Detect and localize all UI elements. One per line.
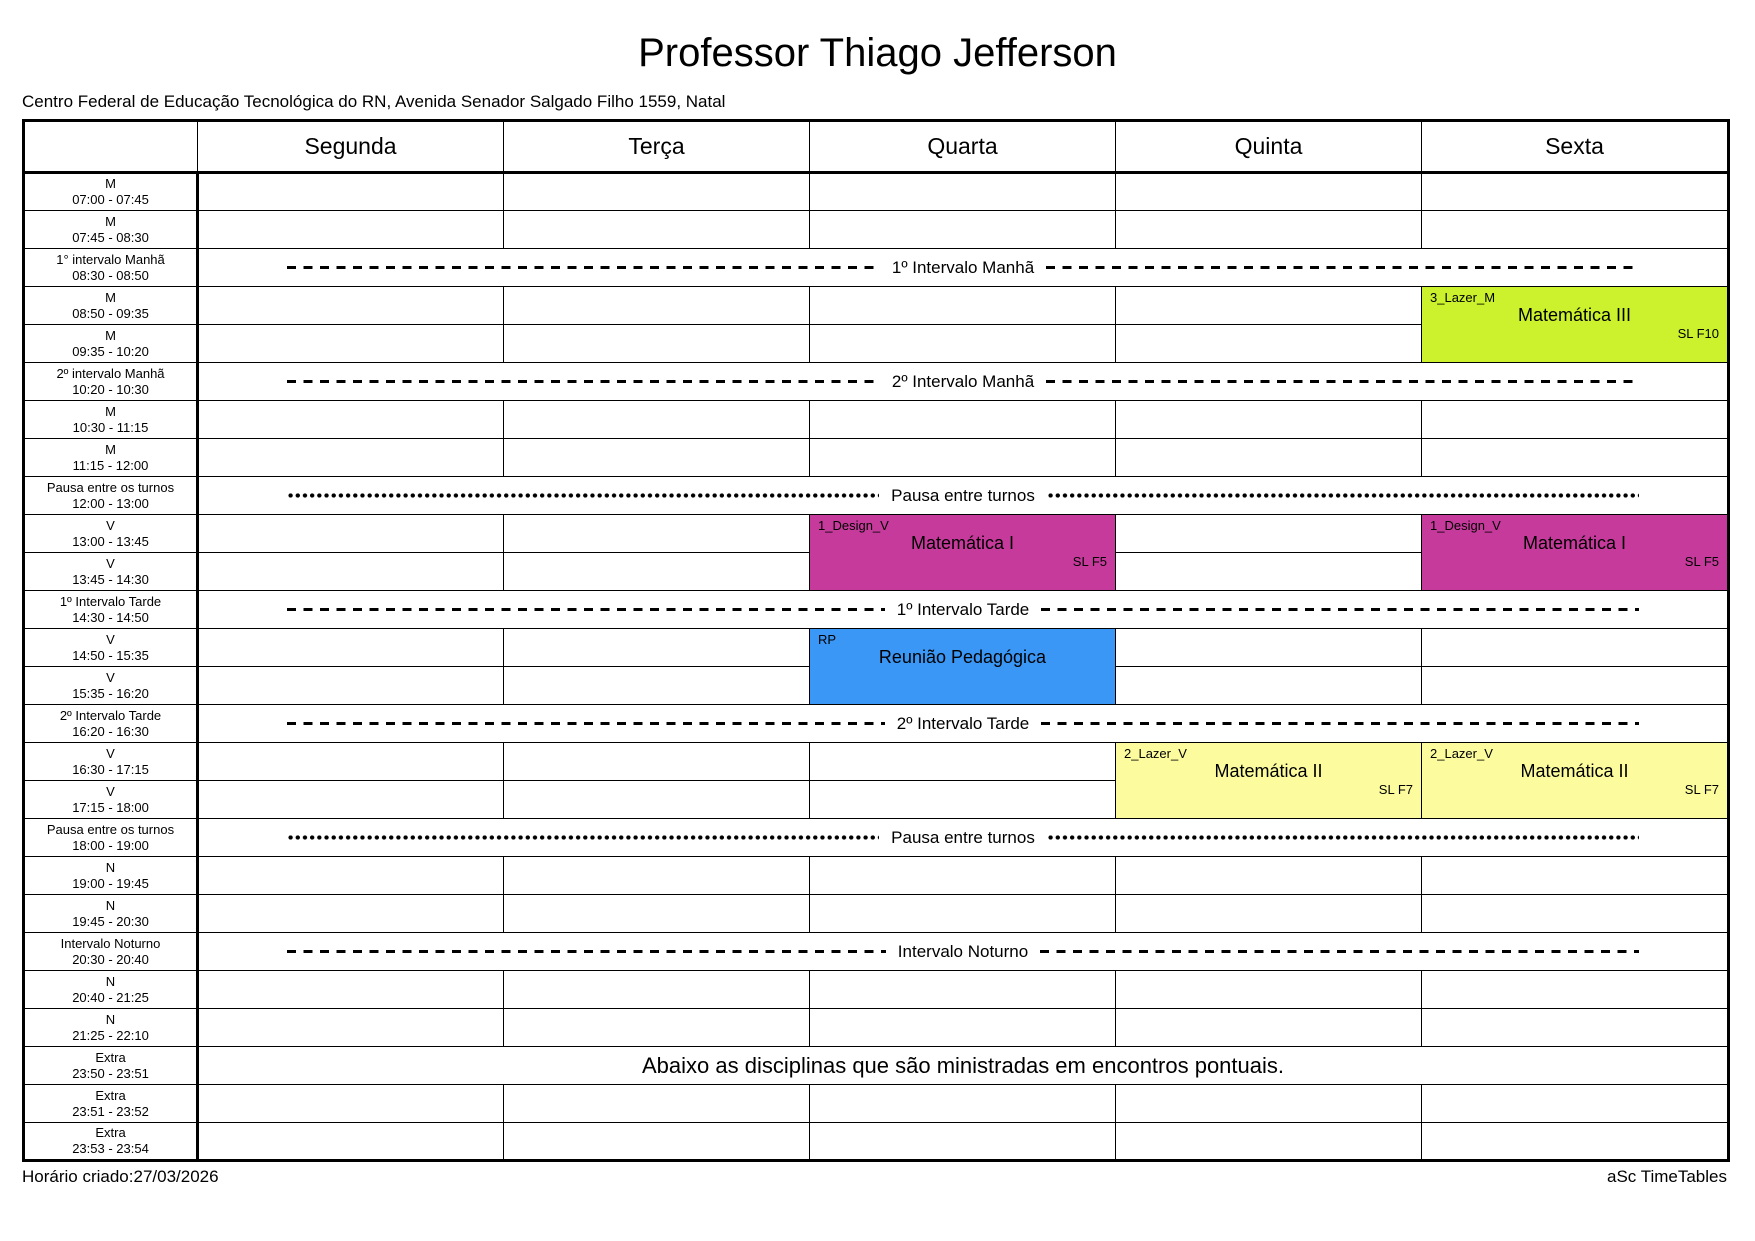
interval-label: 2º Intervalo Manhã	[891, 371, 1035, 391]
empty-slot	[810, 743, 1116, 781]
empty-slot	[1422, 1009, 1729, 1047]
lesson-group: 3_Lazer_M	[1430, 290, 1496, 305]
interval-band-morning-2	[198, 363, 1729, 401]
period-label: 1° intervalo Manhã	[56, 251, 165, 267]
dotted-line	[1047, 493, 1639, 498]
period-label: Pausa entre os turnos	[46, 821, 175, 837]
empty-slot	[504, 743, 810, 781]
empty-slot	[198, 629, 504, 667]
dotted-line	[287, 493, 879, 498]
empty-slot	[1116, 439, 1422, 477]
day-header-terca: Terça	[504, 121, 810, 173]
lesson-room	[818, 668, 1107, 683]
empty-slot	[198, 1123, 504, 1161]
dashed-line	[287, 950, 886, 953]
period-time: 10:30 - 11:15	[72, 419, 149, 435]
lesson-subject: Matemática I	[1522, 533, 1627, 553]
period-time: 19:45 - 20:30	[72, 913, 149, 929]
period-cell	[24, 1085, 198, 1123]
empty-slot	[1422, 667, 1729, 705]
period-cell	[24, 173, 198, 211]
period-label: 2º Intervalo Tarde	[59, 707, 162, 723]
period-label: V	[106, 555, 115, 571]
interval-row	[24, 249, 1729, 287]
empty-slot	[504, 287, 810, 325]
day-header-sexta: Sexta	[1422, 121, 1729, 173]
empty-slot	[198, 667, 504, 705]
empty-slot	[1422, 401, 1729, 439]
lesson-room: SL F5	[1684, 554, 1719, 569]
period-cell	[24, 857, 198, 895]
lesson-room: SL F7	[1378, 782, 1413, 797]
empty-slot	[1116, 629, 1422, 667]
empty-slot	[1422, 439, 1729, 477]
period-cell	[24, 249, 198, 287]
empty-slot	[1116, 515, 1422, 553]
interval-band-morning-1	[198, 249, 1729, 287]
interval-label: Intervalo Noturno	[897, 941, 1029, 961]
empty-slot	[1422, 895, 1729, 933]
period-cell	[24, 1009, 198, 1047]
empty-slot	[810, 1123, 1116, 1161]
period-cell	[24, 895, 198, 933]
empty-slot	[504, 211, 810, 249]
period-cell	[24, 553, 198, 591]
empty-slot	[504, 629, 810, 667]
lesson-group: 1_Design_V	[1430, 518, 1501, 533]
period-cell	[24, 211, 198, 249]
period-time: 15:35 - 16:20	[72, 685, 149, 701]
period-label: V	[106, 517, 115, 533]
empty-slot	[198, 287, 504, 325]
empty-slot	[504, 401, 810, 439]
period-row	[24, 1009, 1729, 1047]
period-time: 08:50 - 09:35	[72, 305, 149, 321]
empty-slot	[504, 553, 810, 591]
empty-slot	[1116, 971, 1422, 1009]
empty-slot	[1422, 173, 1729, 211]
period-row	[24, 401, 1729, 439]
empty-slot	[1116, 895, 1422, 933]
day-header-segunda: Segunda	[198, 121, 504, 173]
period-row	[24, 173, 1729, 211]
interval-row	[24, 363, 1729, 401]
empty-slot	[504, 895, 810, 933]
period-time: 19:00 - 19:45	[72, 875, 149, 891]
empty-slot	[504, 173, 810, 211]
lesson-subject: Matemática II	[1214, 761, 1323, 781]
extra-note: Abaixo as disciplinas que são ministradas em encontros pontuais.	[198, 1047, 1729, 1085]
empty-slot	[504, 781, 810, 819]
dashed-line	[287, 266, 880, 269]
period-label: M	[105, 213, 116, 229]
period-label: N	[105, 897, 116, 913]
timetable	[22, 119, 1730, 1162]
period-time: 16:30 - 17:15	[72, 761, 149, 777]
period-time: 21:25 - 22:10	[72, 1027, 149, 1043]
period-label: M	[105, 289, 116, 305]
empty-slot	[1422, 1123, 1729, 1161]
lesson-group: RP	[818, 632, 837, 647]
lesson-group: 2_Lazer_V	[1430, 746, 1493, 761]
empty-slot	[198, 781, 504, 819]
empty-slot	[1116, 211, 1422, 249]
period-cell	[24, 629, 198, 667]
empty-slot	[504, 1009, 810, 1047]
period-row	[24, 1123, 1729, 1161]
interval-band-afternoon-1	[198, 591, 1729, 629]
period-label: Pausa entre os turnos	[46, 479, 175, 495]
period-row	[24, 439, 1729, 477]
empty-slot	[198, 515, 504, 553]
empty-slot	[810, 325, 1116, 363]
period-label: Extra	[95, 1049, 126, 1065]
period-label: M	[105, 327, 116, 343]
dashed-line	[1041, 608, 1639, 611]
extra-note-row	[24, 1047, 1729, 1085]
empty-slot	[198, 971, 504, 1009]
empty-slot	[1116, 287, 1422, 325]
empty-slot	[198, 553, 504, 591]
period-label: 1º Intervalo Tarde	[59, 593, 162, 609]
day-header-row	[24, 121, 1729, 173]
period-time: 09:35 - 10:20	[72, 343, 149, 359]
empty-slot	[198, 325, 504, 363]
lesson-card-matematica-1-quarta[interactable]	[810, 515, 1116, 591]
empty-slot	[810, 401, 1116, 439]
period-time: 20:30 - 20:40	[72, 951, 149, 967]
empty-slot	[1116, 1085, 1422, 1123]
period-cell	[24, 401, 198, 439]
period-time: 14:30 - 14:50	[72, 609, 149, 625]
empty-slot	[504, 515, 810, 553]
period-time: 16:20 - 16:30	[72, 723, 149, 739]
period-time: 08:30 - 08:50	[72, 267, 149, 283]
period-cell	[24, 667, 198, 705]
school-address: Centro Federal de Educação Tecnológica do RN, Avenida Senador Salgado Filho 1559, Natal	[22, 92, 726, 111]
empty-slot	[198, 743, 504, 781]
dotted-line	[1047, 835, 1639, 840]
empty-slot	[1116, 173, 1422, 211]
period-time: 14:50 - 15:35	[72, 647, 149, 663]
empty-slot	[1116, 1009, 1422, 1047]
pause-label: Pausa entre turnos	[891, 827, 1035, 847]
empty-slot	[1116, 325, 1422, 363]
interval-row	[24, 819, 1729, 857]
interval-label: 1º Intervalo Manhã	[891, 257, 1035, 277]
empty-slot	[1422, 1085, 1729, 1123]
dashed-line	[1046, 266, 1639, 269]
period-label: M	[105, 176, 116, 191]
empty-slot	[504, 439, 810, 477]
empty-slot	[198, 857, 504, 895]
period-cell	[24, 705, 198, 743]
period-cell	[24, 363, 198, 401]
period-label: N	[105, 973, 116, 989]
lesson-card-matematica-3[interactable]	[1422, 287, 1729, 363]
lesson-subject: Matemática II	[1520, 761, 1629, 781]
empty-slot	[810, 971, 1116, 1009]
empty-slot	[198, 401, 504, 439]
lesson-subject: Reunião Pedagógica	[878, 647, 1047, 667]
empty-slot	[198, 173, 504, 211]
empty-slot	[1116, 667, 1422, 705]
lesson-card-matematica-2-quinta[interactable]	[1116, 743, 1422, 819]
period-cell	[24, 819, 198, 857]
empty-slot	[810, 211, 1116, 249]
empty-slot	[810, 895, 1116, 933]
period-cell	[24, 439, 198, 477]
period-cell	[24, 477, 198, 515]
empty-slot	[198, 895, 504, 933]
lesson-group: 2_Lazer_V	[1124, 746, 1187, 761]
period-row	[24, 287, 1729, 325]
page-footer	[22, 1166, 1727, 1188]
empty-slot	[504, 1085, 810, 1123]
period-label: 2º intervalo Manhã	[56, 365, 165, 381]
empty-slot	[1116, 553, 1422, 591]
period-time: 18:00 - 19:00	[72, 837, 149, 853]
period-row	[24, 1085, 1729, 1123]
pause-band-2	[198, 819, 1729, 857]
empty-slot	[198, 1009, 504, 1047]
period-cell	[24, 933, 198, 971]
day-header-quinta: Quinta	[1116, 121, 1422, 173]
dashed-line	[1046, 380, 1639, 383]
empty-slot	[810, 857, 1116, 895]
empty-slot	[810, 287, 1116, 325]
period-label: Extra	[95, 1125, 126, 1140]
period-label: N	[105, 859, 116, 875]
period-time: 13:45 - 14:30	[72, 571, 149, 587]
empty-slot	[504, 325, 810, 363]
empty-slot	[810, 439, 1116, 477]
interval-label: 2º Intervalo Tarde	[896, 713, 1030, 733]
period-label: V	[106, 669, 115, 685]
period-time: 23:53 - 23:54	[72, 1141, 149, 1156]
empty-slot	[810, 1009, 1116, 1047]
empty-slot	[1116, 401, 1422, 439]
period-row	[24, 895, 1729, 933]
period-label: V	[106, 745, 115, 761]
empty-slot	[504, 857, 810, 895]
empty-slot	[1422, 857, 1729, 895]
lesson-card-matematica-2-sexta[interactable]	[1422, 743, 1729, 819]
empty-slot	[504, 971, 810, 1009]
empty-slot	[810, 173, 1116, 211]
lesson-card-matematica-1-sexta[interactable]	[1422, 515, 1729, 591]
interval-band-afternoon-2	[198, 705, 1729, 743]
lesson-room: SL F7	[1684, 782, 1719, 797]
period-row	[24, 515, 1729, 553]
dashed-line	[287, 608, 885, 611]
period-label: M	[105, 403, 116, 419]
empty-slot	[1422, 629, 1729, 667]
period-label: V	[106, 783, 115, 799]
interval-row	[24, 591, 1729, 629]
empty-slot	[198, 1085, 504, 1123]
empty-slot	[1116, 1123, 1422, 1161]
dashed-line	[1040, 950, 1639, 953]
lesson-subject: Matemática I	[910, 533, 1015, 553]
period-time: 20:40 - 21:25	[72, 989, 149, 1005]
lesson-group: 1_Design_V	[818, 518, 889, 533]
dashed-line	[1041, 722, 1639, 725]
empty-slot	[1422, 211, 1729, 249]
period-row	[24, 743, 1729, 781]
page-title: Professor Thiago Jefferson	[638, 31, 1117, 75]
period-row	[24, 211, 1729, 249]
pause-band-1	[198, 477, 1729, 515]
lesson-subject: Matemática III	[1517, 305, 1632, 325]
corner-cell	[24, 121, 198, 173]
period-label: N	[105, 1011, 116, 1027]
period-cell	[24, 287, 198, 325]
period-label: V	[106, 631, 115, 647]
period-cell	[24, 781, 198, 819]
period-cell	[24, 1047, 198, 1085]
day-header-quarta: Quarta	[810, 121, 1116, 173]
period-time: 11:15 - 12:00	[72, 457, 149, 473]
period-cell	[24, 325, 198, 363]
period-time: 23:51 - 23:52	[72, 1103, 149, 1119]
dashed-line	[287, 722, 885, 725]
interval-label: 1º Intervalo Tarde	[896, 599, 1030, 619]
period-time: 10:20 - 10:30	[72, 381, 149, 397]
app-name: aSc TimeTables	[1607, 1167, 1727, 1186]
period-time: 23:50 - 23:51	[72, 1065, 149, 1081]
period-label: M	[105, 441, 116, 457]
period-row	[24, 629, 1729, 667]
empty-slot	[1422, 971, 1729, 1009]
period-time: 13:00 - 13:45	[72, 533, 149, 549]
empty-slot	[504, 667, 810, 705]
empty-slot	[810, 1085, 1116, 1123]
dotted-line	[287, 835, 879, 840]
lesson-card-reuniao-pedagogica[interactable]	[810, 629, 1116, 705]
empty-slot	[504, 1123, 810, 1161]
period-cell	[24, 971, 198, 1009]
lesson-room: SL F10	[1677, 326, 1719, 341]
interval-band-night	[198, 933, 1729, 971]
period-row	[24, 971, 1729, 1009]
period-time: 12:00 - 13:00	[72, 495, 149, 511]
period-row	[24, 857, 1729, 895]
created-date: Horário criado:27/03/2026	[22, 1167, 219, 1186]
interval-row	[24, 705, 1729, 743]
pause-label: Pausa entre turnos	[891, 485, 1035, 505]
period-time: 07:45 - 08:30	[72, 229, 149, 245]
period-time: 07:00 - 07:45	[72, 192, 149, 207]
empty-slot	[198, 439, 504, 477]
lesson-room: SL F5	[1072, 554, 1107, 569]
interval-row	[24, 933, 1729, 971]
empty-slot	[810, 781, 1116, 819]
period-label: Extra	[95, 1087, 126, 1103]
period-time: 17:15 - 18:00	[72, 799, 149, 815]
period-label: Intervalo Noturno	[60, 935, 161, 951]
period-cell	[24, 743, 198, 781]
period-cell	[24, 1123, 198, 1161]
period-cell	[24, 591, 198, 629]
interval-row	[24, 477, 1729, 515]
empty-slot	[1116, 857, 1422, 895]
period-cell	[24, 515, 198, 553]
empty-slot	[198, 211, 504, 249]
dashed-line	[287, 380, 880, 383]
